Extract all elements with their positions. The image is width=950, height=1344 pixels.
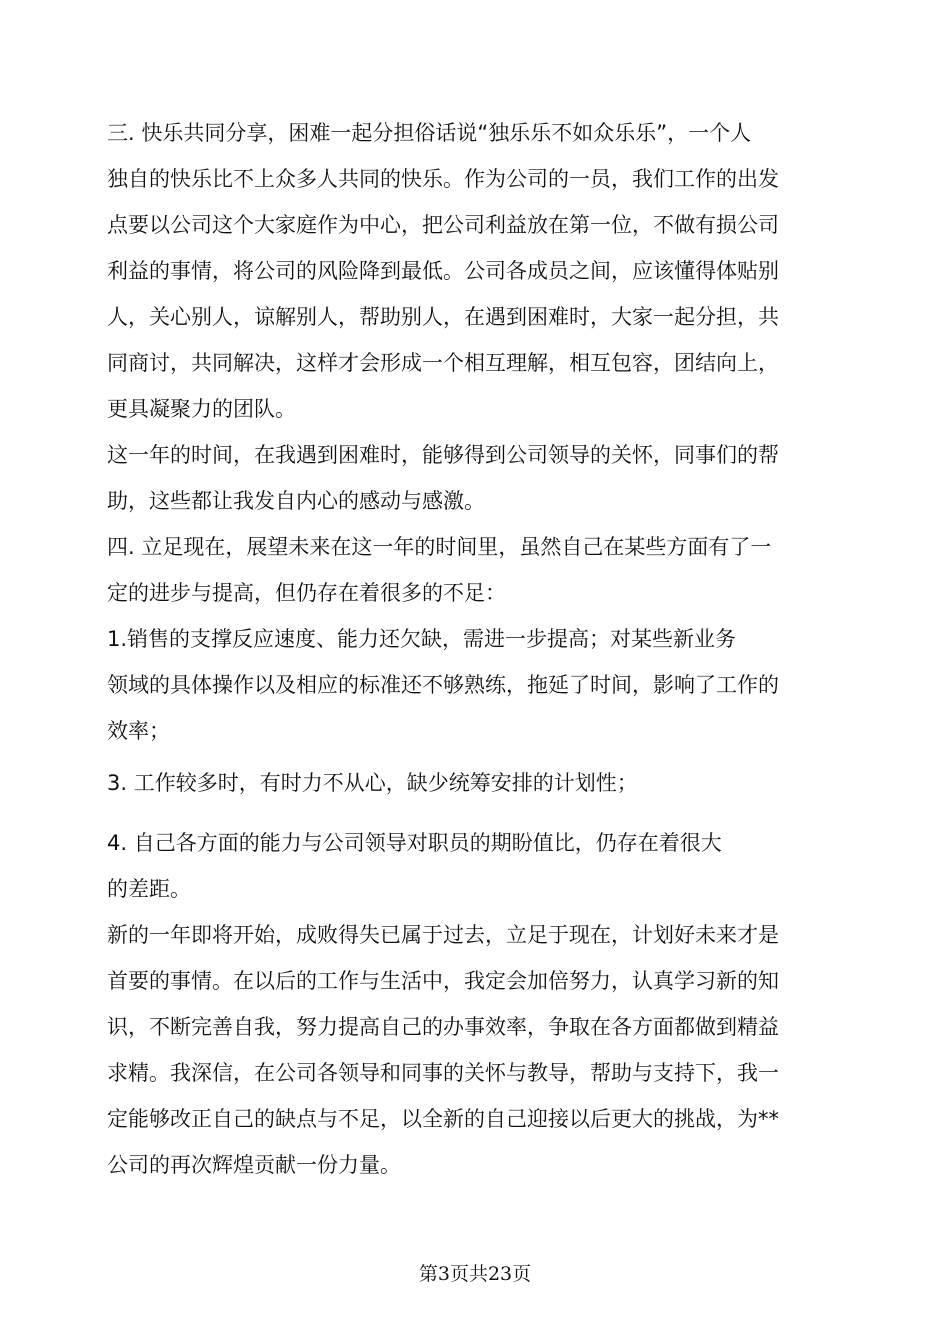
paragraph-new-year: 新的一年即将开始，成败得失已属于过去，立足于现在，计划好未来才是 首要的事情。在以后的工作与生活中，我定会加倍努力，认真学习新的知 识，不断完善自我，努力提高自己的办事效率，争取在各方面都做到精益 求精。我深信，在公司各领导和同事的关怀与教导，帮助与支持下，我一 定能够改正自己的缺点与不足，以全新的自己迎接以后更大的挑战，为** 公司的再次辉煌贡献一份力量。 xyxy=(107,923,779,1177)
page-number: 第3页共23页 xyxy=(418,1263,532,1285)
paragraph-section-four: 四. 立足现在，展望未来在这一年的时间里，虽然自己在某些方面有了一 定的进步与提高，但仍存在着很多的不足： xyxy=(107,535,772,605)
paragraph-year-review: 这一年的时间，在我遇到困难时，能够得到公司领导的关怀，同事们的帮 助，这些都让我发自内心的感动与感激。 xyxy=(107,443,779,513)
paragraph-section-three: 三. 快乐共同分享，困难一起分担俗话说“独乐乐不如众乐乐”，一个人 独自的快乐比不上众多人共同的快乐。作为公司的一员，我们工作的出发 点要以公司这个大家庭作为中心，把公司利益放在第一位，不做有损公司 利益的事情，将公司的风险降到最低。公司各成员之间，应该懂得体贴别 人，关心别人，谅解别人，帮助别人，在遇到困难时，大家一起分担，共 同商讨，共同解决，这样才会形成一个相互理解，相互包容，团结向上， 更具凝聚力的团队。 xyxy=(107,121,779,421)
list-item-point-1: 1.销售的支撑反应速度、能力还欠缺，需进一步提高；对某些新业务 领域的具体操作以及相应的标准还不够熟练，拖延了时间，影响了工作的 效率； xyxy=(107,627,779,743)
list-item-point-4: 4. 自己各方面的能力与公司领导对职员的期盼值比，仍存在着很大 的差距。 xyxy=(107,831,722,901)
list-item-point-3: 3. 工作较多时，有时力不从心，缺少统筹安排的计划性； xyxy=(107,771,638,795)
